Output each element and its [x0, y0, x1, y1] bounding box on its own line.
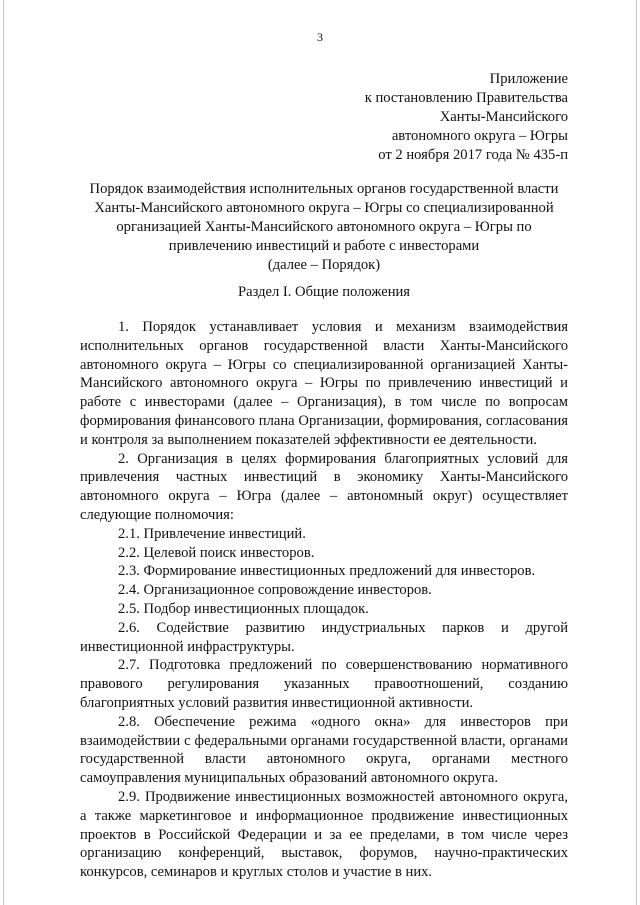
paragraph: 2.1. Привлечение инвестиций.	[118, 525, 306, 542]
paragraph: 2.3. Формирование инвестиционных предложений для инвесторов.	[118, 563, 536, 580]
appendix-line: Приложение	[489, 71, 568, 87]
title-line: организацией Ханты-Мансийского автономного округа – Югры по	[116, 219, 532, 235]
paragraph: 2.9. Продвижение инвестиционных возможностей автономного округа, а также маркетинговое и информационное продвижение инвестиционных проектов в Российской Федерации и за ее пределами, в том числе через организацию конференций, выставок, форумов, научно-практических конкурсов, семинаров и круглых столов и участие в них.	[80, 788, 568, 881]
scan-edge-left	[3, 0, 4, 905]
paragraph: 2.5. Подбор инвестиционных площадок.	[118, 600, 369, 617]
appendix-line: автономного округа – Югры	[391, 128, 568, 144]
title-line: привлечению инвестиций и работе с инвесторами	[168, 238, 480, 254]
page-number: 3	[317, 30, 323, 44]
appendix-line: от 2 ноября 2017 года № 435-п	[378, 147, 568, 163]
document-title	[80, 180, 568, 275]
appendix-block	[268, 70, 568, 165]
title-line: (далее – Порядок)	[267, 257, 381, 273]
section-heading: Раздел I. Общие положения	[237, 284, 411, 300]
paragraph: 2.6. Содействие развитию индустриальных парков и другой инвестиционной инфраструктуры.	[80, 619, 568, 655]
appendix-line: к постановлению Правительства	[364, 90, 568, 106]
document-body	[80, 318, 568, 882]
paragraph: 2. Организация в целях формирования благоприятных условий для привлечения частных инвестиций в экономику Ханты-Мансийского автономного округа – Югра (далее – автономный округ) осуществляет следующие полномочия:	[80, 450, 568, 523]
title-line: Порядок взаимодействия исполнительных органов государственной власти	[89, 181, 559, 197]
paragraph: 2.4. Организационное сопровождение инвесторов.	[118, 582, 432, 599]
paragraph: 2.8. Обеспечение режима «одного окна» для инвесторов при взаимодействии с федеральными органами государственной власти, органами государственной власти автономного округа, органами местного самоуправления муниципальных образований автономного округа.	[80, 713, 568, 787]
paragraph: 2.2. Целевой поиск инвесторов.	[118, 544, 315, 561]
scan-edge-right	[636, 0, 637, 905]
title-line: Ханты-Мансийского автономного округа – Югры со специализированной	[94, 200, 554, 216]
appendix-line: Ханты-Мансийского	[439, 109, 568, 125]
paragraph: 1. Порядок устанавливает условия и механизм взаимодействия исполнительных органов государственной власти Ханты-Мансийского автономного округа – Югры со специализированной организацией Ханты-Мансийского автономного округа – Югры по привлечению инвестиций и работе с инвесторами (далее – Организация), в том числе по вопросам формирования финансового плана Организации, формирования, согласования и контроля за выполнением показателей эффективности ее деятельности.	[80, 319, 568, 448]
paragraph: 2.7. Подготовка предложений по совершенствованию нормативного правового регулирования указанных правоотношений, созданию благоприятных условий развития инвестиционной активности.	[80, 657, 568, 711]
